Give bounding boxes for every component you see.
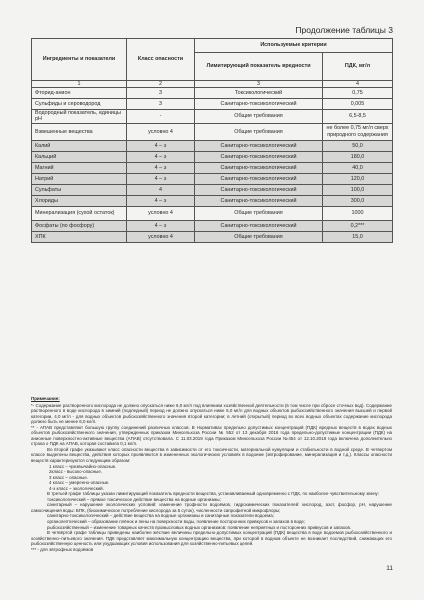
- column-number: 4: [323, 81, 393, 88]
- mpc-value-cell: не более 0,75 мг/л сверх природного содержания: [323, 123, 393, 140]
- hazard-class-item: 4-э класс – экологический.: [49, 485, 104, 491]
- mpc-value-cell: 40,0: [323, 162, 393, 173]
- mpc-value-cell: 180,0: [323, 151, 393, 162]
- table-row: [32, 206, 393, 220]
- note-hazard-class-paragraph: Во второй графе указывают класс опасности вещества в зависимости от его токсичности, материальной кумуляции и стабильности в водной среде. В четвертом классе выделены вещества, действия которых проявляются в измененных экологических условиях в водоеме (эвтрофирование, минерализация и т.д.). Классы опасности веществ характеризуются следующим образом:: [31, 446, 392, 464]
- header-limiting-indicator: Лимитирующий показатель вредности: [195, 53, 323, 81]
- limiting-indicator-cell: Санитарно-токсикологический: [195, 195, 323, 206]
- limiting-indicator-cell: Санитарно-токсикологический: [195, 162, 323, 173]
- table-row: [32, 99, 393, 110]
- hazard-class-cell: 4 – э: [127, 162, 195, 173]
- ingredient-name-cell: Минерализация (сухой остаток): [32, 206, 127, 220]
- limiting-type-item: токсикологический – прямое токсическое действие вещества на водные организмы;: [47, 496, 221, 502]
- ingredient-name-cell: Сульфиды и сероводород: [32, 99, 127, 110]
- limiting-indicator-cell: Санитарно-токсикологический: [195, 173, 323, 184]
- ingredient-name-cell: Кальций: [32, 151, 127, 162]
- limiting-indicator-cell: Общие требования: [195, 110, 323, 123]
- ingredient-name-cell: ХПК: [32, 231, 127, 242]
- limiting-indicator-cell: Санитарно-токсикологический: [195, 151, 323, 162]
- note-oxygen: *- Содержание растворенного кислорода не должно опускаться ниже 6,0 мг/л под влиянием хозяйственной деятельности (в том числе при сбросе сточных вод). Содержание растворенного в воде кислорода в зимний (подледный) период не должно опускаться ниже 6,0 мг/л для водных объектов рыбохозяйственного значения высшей и первой категории, 4,0 мг/л - для водных объектов рыбохозяйственного значения второй категории; в летний (открытый) период во всех водных объектах содержание кислорода должно быть не менее 6,0 мг/л.: [31, 402, 392, 425]
- hazard-class-cell: 4: [127, 184, 195, 195]
- note-limiting-paragraph: В третьей графе таблицы указан лимитирующий показатель вредности вещества, устанавливаемый одновременно с ПДК, по наиболее чувствительному звену:: [47, 491, 379, 497]
- hazard-class-cell: 4 – э: [127, 151, 195, 162]
- table-row: [32, 195, 393, 206]
- water-quality-criteria-table: [31, 38, 393, 243]
- ingredient-name-cell: Натрий: [32, 173, 127, 184]
- ingredient-name-cell: Водородный показатель, единицы рН: [32, 110, 127, 123]
- ingredient-name-cell: Фосфаты (по фосфору): [32, 220, 127, 231]
- note-eutrophic: *** - для эвтрофных водоёмов: [31, 546, 94, 552]
- limiting-indicator-cell: Общие требования: [195, 123, 323, 140]
- limiting-indicator-cell: Санитарно-токсикологический: [195, 184, 323, 195]
- column-number: 2: [127, 81, 195, 88]
- header-criteria: Используемые критерии: [195, 39, 393, 53]
- table-row: [32, 110, 393, 123]
- header-mpc: ПДК, мг/л: [323, 53, 393, 81]
- limiting-indicator-cell: Общие требования: [195, 231, 323, 242]
- hazard-class-cell: условно 4: [127, 206, 195, 220]
- table-row: [32, 151, 393, 162]
- hazard-class-cell: условно 4: [127, 231, 195, 242]
- table-row: [32, 88, 393, 99]
- table-continuation-label: Продолжение таблицы 3: [295, 25, 393, 35]
- table-row: [32, 231, 393, 242]
- notes-section: [31, 396, 392, 552]
- hazard-class-item: 1 класс – чрезвычайно-опасные.: [49, 463, 117, 469]
- limiting-indicator-cell: Санитарно-токсикологический: [195, 140, 323, 151]
- mpc-value-cell: 6,5-8,5: [323, 110, 393, 123]
- table-row: [32, 123, 393, 140]
- table-row: [32, 184, 393, 195]
- mpc-value-cell: 0,005: [323, 99, 393, 110]
- ingredient-name-cell: Взвешенные вещества: [32, 123, 127, 140]
- ingredient-name-cell: Магний: [32, 162, 127, 173]
- hazard-class-cell: условно 4: [127, 123, 195, 140]
- ingredient-name-cell: Хлориды: [32, 195, 127, 206]
- column-number: 3: [195, 81, 323, 88]
- hazard-class-item: 2класс - высоко-опасные.: [49, 469, 103, 475]
- mpc-value-cell: 1000: [323, 206, 393, 220]
- hazard-class-cell: 4 – э: [127, 220, 195, 231]
- limiting-type-item: органолептический – образование плёнок и пены на поверхности воды, появление посторонних привкусов и запахов в воде;: [47, 519, 306, 525]
- mpc-value-cell: 0,2***: [323, 220, 393, 231]
- hazard-class-cell: 4 – э: [127, 195, 195, 206]
- table-row: [32, 220, 393, 231]
- hazard-class-item: 3 класс – опасные.: [49, 474, 89, 480]
- ingredient-name-cell: Фторид-анион: [32, 88, 127, 99]
- page-number: 11: [386, 565, 393, 572]
- table-row: [32, 140, 393, 151]
- mpc-value-cell: 100,0: [323, 184, 393, 195]
- hazard-class-cell: 3: [127, 99, 195, 110]
- note-apav: ** - АПАВ представляют большую группу соединений различных классов. В Нормативах предельно допустимых концентраций (ПДК) вредных веществ в водах водных объектов рыбохозяйственного значения, утвержденных приказом Минсельхоза России № 552 от 13 декабря 2016 года предельно-допустимые концентрации (ПДК) на анионные поверхностно-активные вещества (АПАВ) отсутствовала. С 11.03.2019 года Приказом Минсельхоза России №454 от 12.10.2018 года включена дополнительно строка о ПДК на АПАВ, которая составила 0,1 мг/л.: [31, 424, 392, 447]
- note-mpc-paragraph: В четвёртой графе таблицы приведены наиболее жёсткие величины предельно-допустимых концентраций (ПДК) вещества в воде водоемов рыбохозяйственного и хозяйственно–питьевого значения. ПДК представляет максимальную концентрацию вещества, при которой в водном объекте не возникает последствий, снижающих его рыбохозяйственную ценность или ухудшающих условия использования для хозяйственно-питьевых целей.: [31, 530, 392, 547]
- limiting-indicator-cell: Санитарно-токсикологический: [195, 220, 323, 231]
- column-number-row: [32, 81, 393, 88]
- ingredient-name-cell: Сульфаты: [32, 184, 127, 195]
- notes-heading: Примечание:: [31, 396, 60, 401]
- hazard-class-cell: 3: [127, 88, 195, 99]
- limiting-indicator-cell: Общие требования: [195, 206, 323, 220]
- limiting-type-item: рыбохозяйственный – изменение товарных качеств промысловых водных организмов: появление неприятных и посторонних привкусов и запахов.: [47, 524, 352, 530]
- ingredient-name-cell: Калий: [32, 140, 127, 151]
- hazard-class-item: 4 класс – умеренно-опасные.: [49, 480, 110, 486]
- mpc-value-cell: 0,75: [323, 88, 393, 99]
- mpc-value-cell: 50,0: [323, 140, 393, 151]
- hazard-class-cell: -: [127, 110, 195, 123]
- column-number: 1: [32, 81, 127, 88]
- hazard-class-cell: 4 – э: [127, 140, 195, 151]
- table-row: [32, 173, 393, 184]
- mpc-value-cell: 120,0: [323, 173, 393, 184]
- mpc-value-cell: 15,0: [323, 231, 393, 242]
- limiting-indicator-cell: Санитарно-токсикологический: [195, 99, 323, 110]
- hazard-class-cell: 4 – э: [127, 173, 195, 184]
- mpc-value-cell: 300,0: [323, 195, 393, 206]
- header-hazard-class: Класс опасности: [127, 39, 195, 81]
- limiting-type-item: санитарно-токсикологический – действие вещества на водные организмы и санитарные показатели водоема;: [47, 513, 274, 519]
- limiting-type-item: санитарный – нарушение экологических условий: изменение трофности водоёмов, гидрохимических показателей: кислород, азот, фосфор, рН, нарушение самоочищения воды: БПК, (биохимическое потребление кислорода за 5 суток), численности сапрофитной микрофлоры;: [31, 502, 392, 513]
- header-ingredients: Ингредиенты и показатели: [32, 39, 127, 81]
- limiting-indicator-cell: Токсикологический: [195, 88, 323, 99]
- table-row: [32, 162, 393, 173]
